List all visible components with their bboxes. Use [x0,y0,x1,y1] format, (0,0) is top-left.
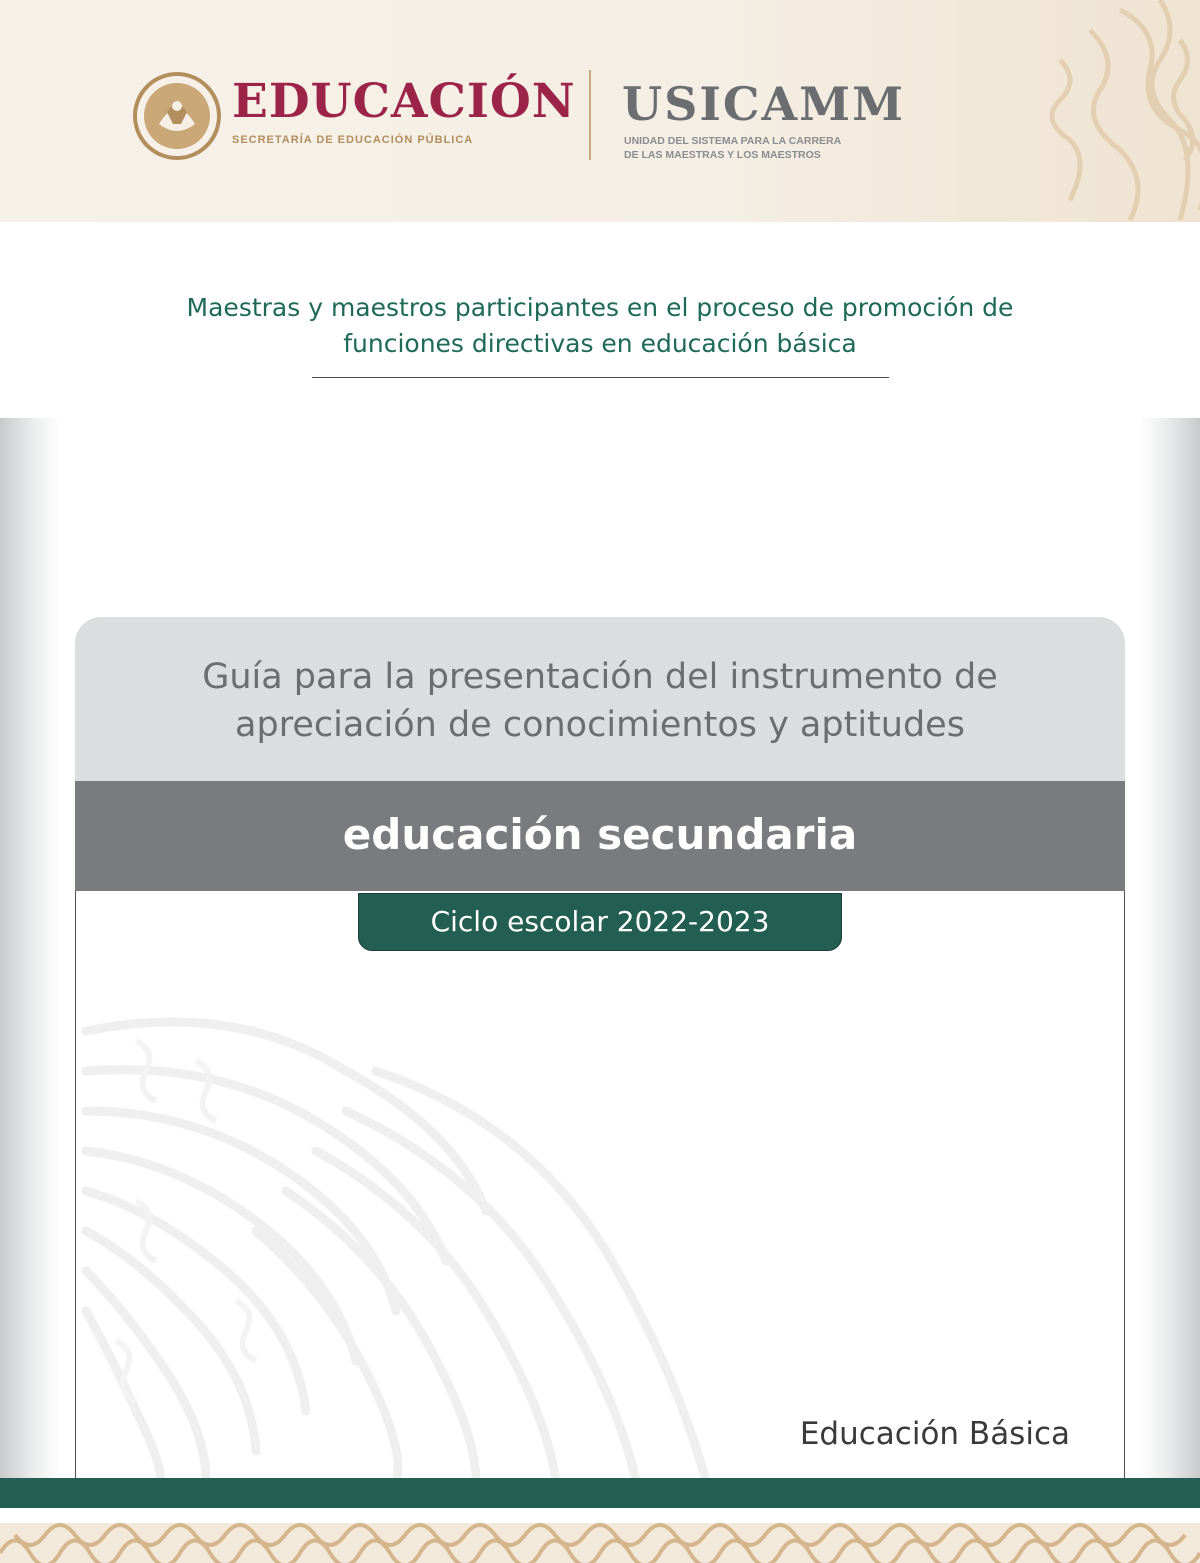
audience-heading [100,290,1100,362]
brand-usicamm-subtitle [624,134,904,162]
left-side-shade [0,418,60,1478]
guide-title-line-2: apreciación de conocimientos y aptitudes [235,705,965,745]
brand-divider [589,70,591,160]
brand-usicamm-subtitle-line1: UNIDAD DEL SISTEMA PARA LA CARRERA [624,135,842,147]
footer-green-bar [0,1478,1200,1508]
guide-title-panel [75,617,1125,781]
brand-educacion-title: EDUCACIÓN [232,74,576,129]
eagle-wing-watermark [76,1001,776,1478]
footer-ornament-pattern [0,1523,1200,1563]
audience-line-2: funciones directivas en educación básica [343,329,857,358]
educacion-basica-label: Educación Básica [799,1416,1070,1452]
footer-ornament-strip [0,1523,1200,1563]
level-banner [75,781,1125,891]
brand-usicamm-title: USICAMM [622,77,905,131]
card-body [75,891,1125,1478]
header-ornament-pattern [920,0,1200,222]
audience-line-1: Maestras y maestros participantes en el proceso de promoción de [186,293,1014,322]
guide-title [75,653,1125,749]
right-side-shade [1140,418,1200,1478]
education-level-title: educación secundaria [342,810,858,859]
school-cycle-badge: Ciclo escolar 2022-2023 [358,893,842,951]
header-band [0,0,1200,222]
brand-educacion-subtitle: SECRETARÍA DE EDUCACIÓN PÚBLICA [232,134,474,146]
audience-underline [312,377,889,378]
guide-title-line-1: Guía para la presentación del instrumento de [202,657,998,697]
brand-usicamm-subtitle-line2: DE LAS MAESTRAS Y LOS MAESTROS [624,149,821,161]
mexico-coat-of-arms-seal [133,72,221,160]
